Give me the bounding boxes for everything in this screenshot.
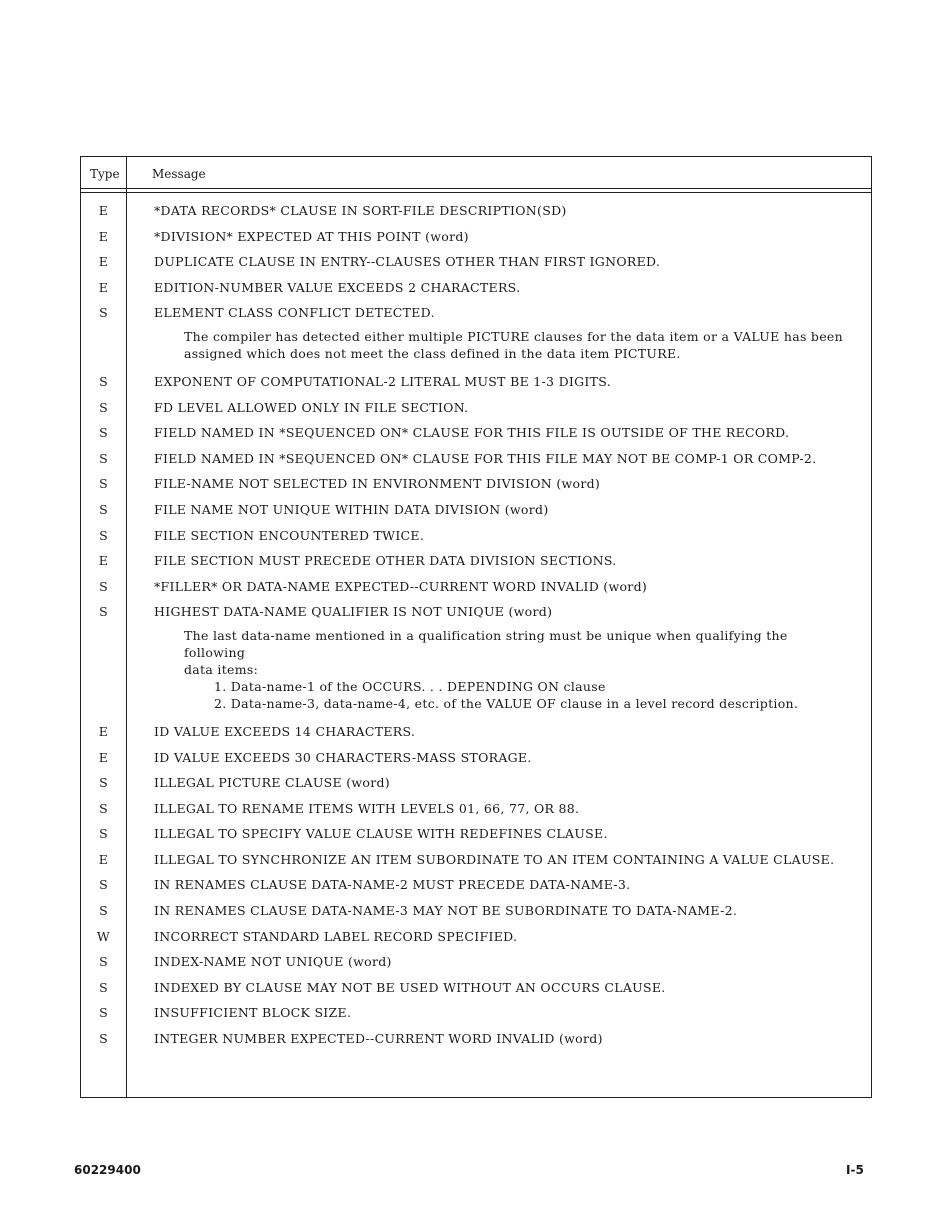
- table-row: [81, 603, 871, 629]
- table-row: [81, 979, 871, 1005]
- row-type: E: [98, 749, 109, 765]
- explanation-line: assigned which does not meet the class defined in the data item PICTURE.: [184, 345, 681, 361]
- row-message: INDEXED BY CLAUSE MAY NOT BE USED WITHOUT AN OCCURS CLAUSE.: [154, 979, 666, 995]
- row-message: INSUFFICIENT BLOCK SIZE.: [154, 1005, 352, 1021]
- row-type: S: [99, 903, 108, 919]
- row-message: IN RENAMES CLAUSE DATA-NAME-2 MUST PRECEDE DATA-NAME-3.: [154, 877, 631, 893]
- explanation-qualifier: [81, 627, 871, 712]
- row-type: S: [99, 877, 108, 893]
- row-type: S: [99, 373, 108, 389]
- explanation-list-item: 2. Data-name-3, data-name-4, etc. of the VALUE OF clause in a level record description.: [214, 695, 799, 711]
- row-message: INTEGER NUMBER EXPECTED--CURRENT WORD INVALID (word): [154, 1031, 603, 1047]
- row-message: FILE SECTION ENCOUNTERED TWICE.: [154, 527, 425, 543]
- table-row: [81, 552, 871, 578]
- row-message: INCORRECT STANDARD LABEL RECORD SPECIFIED.: [154, 928, 518, 944]
- row-type: S: [99, 800, 108, 816]
- row-type: S: [99, 826, 108, 842]
- table-row: [81, 1004, 871, 1030]
- row-message: ILLEGAL TO SYNCHRONIZE AN ITEM SUBORDINATE TO AN ITEM CONTAINING A VALUE CLAUSE.: [154, 851, 835, 867]
- table-row: [81, 800, 871, 826]
- row-message: FILE NAME NOT UNIQUE WITHIN DATA DIVISION (word): [154, 501, 549, 517]
- row-type: E: [98, 553, 109, 569]
- explanation-line: The compiler has detected either multiple PICTURE clauses for the data item or a VALUE has been: [184, 328, 843, 344]
- row-type: E: [98, 723, 109, 739]
- document-number: 60229400: [74, 1163, 141, 1177]
- row-type: S: [99, 476, 108, 492]
- table-row: [81, 774, 871, 800]
- header-rule-bottom: [81, 192, 871, 193]
- row-message: DUPLICATE CLAUSE IN ENTRY--CLAUSES OTHER THAN FIRST IGNORED.: [154, 254, 661, 270]
- table-row: [81, 928, 871, 954]
- table-row: [81, 749, 871, 775]
- table-row: [81, 953, 871, 979]
- table-row: [81, 373, 871, 399]
- table-row: [81, 475, 871, 501]
- row-type: E: [98, 228, 109, 244]
- table-row: [81, 202, 871, 228]
- column-header-type: Type: [90, 167, 120, 181]
- row-type: E: [98, 203, 109, 218]
- table-row: [81, 501, 871, 527]
- row-type: S: [99, 1031, 108, 1047]
- table-row: [81, 450, 871, 476]
- table-row: [81, 279, 871, 305]
- row-type: S: [99, 578, 108, 594]
- table-row: [81, 228, 871, 254]
- table-row: [81, 578, 871, 604]
- row-message: ID VALUE EXCEEDS 14 CHARACTERS.: [154, 723, 416, 739]
- row-message: FD LEVEL ALLOWED ONLY IN FILE SECTION.: [154, 399, 469, 415]
- table-row: [81, 825, 871, 851]
- table-row: [81, 253, 871, 279]
- row-type: S: [99, 1005, 108, 1021]
- explanation-line: The last data-name mentioned in a qualification string must be unique when qualifying the following: [184, 627, 788, 660]
- table-row: [81, 399, 871, 425]
- row-type: S: [99, 604, 108, 620]
- row-message: INDEX-NAME NOT UNIQUE (word): [154, 954, 392, 970]
- row-message: *DATA RECORDS* CLAUSE IN SORT-FILE DESCRIPTION(SD): [154, 203, 567, 218]
- row-type: S: [99, 527, 108, 543]
- page-number: I-5: [846, 1163, 864, 1177]
- table-row: [81, 723, 871, 749]
- column-header-message: Message: [152, 167, 206, 181]
- row-message: *FILLER* OR DATA-NAME EXPECTED--CURRENT WORD INVALID (word): [154, 578, 648, 594]
- row-message: ILLEGAL TO RENAME ITEMS WITH LEVELS 01, 66, 77, OR 88.: [154, 800, 580, 816]
- explanation-line: data items:: [184, 661, 259, 677]
- error-message-table: [80, 156, 872, 1098]
- table-row: [81, 876, 871, 902]
- row-message: IN RENAMES CLAUSE DATA-NAME-3 MAY NOT BE SUBORDINATE TO DATA-NAME-2.: [154, 903, 738, 919]
- header-rule-top: [81, 188, 871, 189]
- row-type: S: [99, 305, 108, 321]
- row-type: S: [99, 501, 108, 517]
- explanation-list-item: 1. Data-name-1 of the OCCURS. . . DEPENDING ON clause: [214, 678, 606, 694]
- row-message: FILE SECTION MUST PRECEDE OTHER DATA DIVISION SECTIONS.: [154, 553, 617, 569]
- row-message: FILE-NAME NOT SELECTED IN ENVIRONMENT DIVISION (word): [154, 476, 601, 492]
- row-message: FIELD NAMED IN *SEQUENCED ON* CLAUSE FOR THIS FILE IS OUTSIDE OF THE RECORD.: [154, 425, 790, 441]
- table-row: [81, 902, 871, 928]
- table-row: [81, 1030, 871, 1056]
- row-type: E: [98, 279, 109, 295]
- row-message: *DIVISION* EXPECTED AT THIS POINT (word): [154, 228, 469, 244]
- row-type: W: [96, 928, 111, 944]
- row-message: HIGHEST DATA-NAME QUALIFIER IS NOT UNIQUE (word): [154, 604, 553, 620]
- row-type: S: [99, 954, 108, 970]
- table-row: [81, 304, 871, 330]
- row-type: S: [99, 979, 108, 995]
- row-message: ILLEGAL PICTURE CLAUSE (word): [154, 775, 390, 791]
- row-type: S: [99, 399, 108, 415]
- row-message: ILLEGAL TO SPECIFY VALUE CLAUSE WITH REDEFINES CLAUSE.: [154, 826, 608, 842]
- row-message: EXPONENT OF COMPUTATIONAL-2 LITERAL MUST BE 1-3 DIGITS.: [154, 373, 611, 389]
- row-message: ELEMENT CLASS CONFLICT DETECTED.: [154, 305, 435, 321]
- table-body: [81, 202, 871, 1056]
- row-type: S: [99, 450, 108, 466]
- row-message: EDITION-NUMBER VALUE EXCEEDS 2 CHARACTERS.: [154, 279, 521, 295]
- table-row: [81, 527, 871, 553]
- row-message: FIELD NAMED IN *SEQUENCED ON* CLAUSE FOR THIS FILE MAY NOT BE COMP-1 OR COMP-2.: [154, 450, 817, 466]
- row-type: S: [99, 775, 108, 791]
- row-type: S: [99, 425, 108, 441]
- table-row: [81, 851, 871, 877]
- row-message: ID VALUE EXCEEDS 30 CHARACTERS-MASS STORAGE.: [154, 749, 532, 765]
- row-type: E: [98, 254, 109, 270]
- table-row: [81, 424, 871, 450]
- explanation-element-class: [81, 328, 871, 362]
- row-type: E: [98, 851, 109, 867]
